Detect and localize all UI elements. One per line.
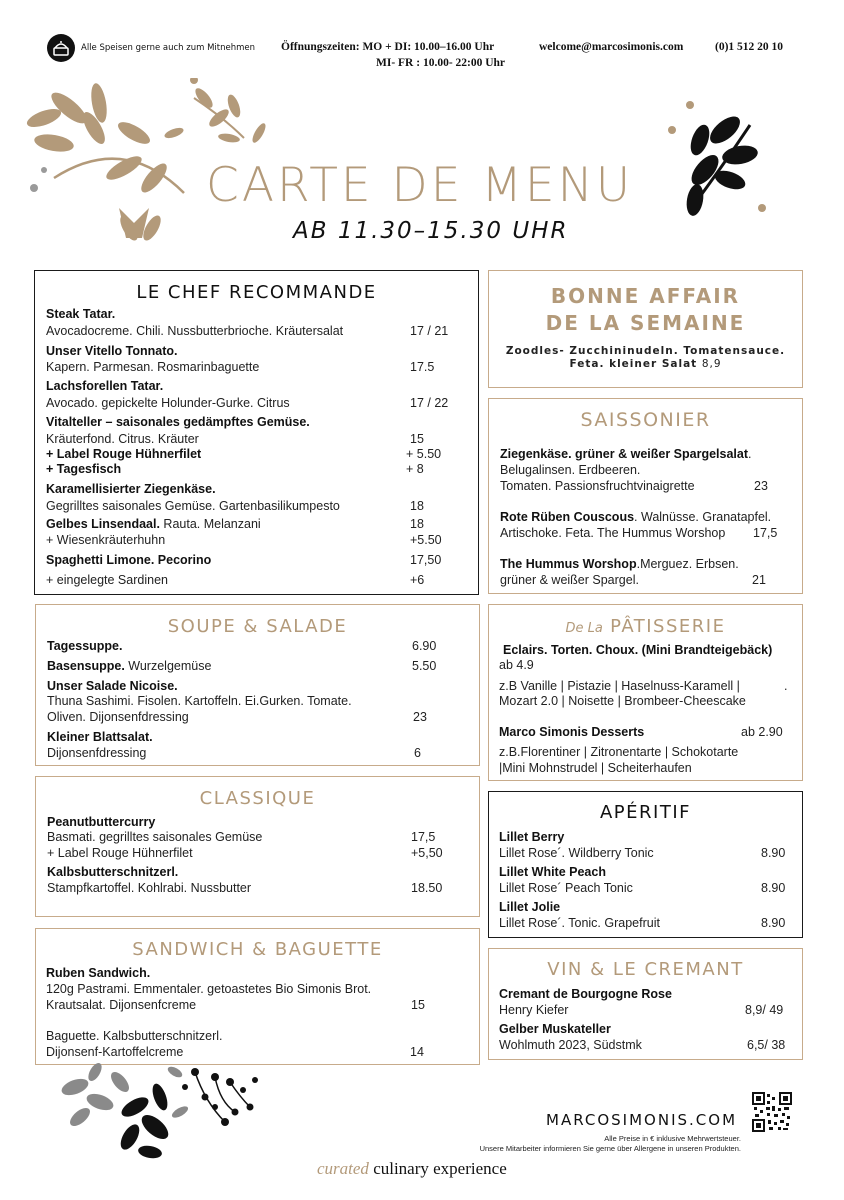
- menu-item-name: Lillet Berry: [499, 830, 565, 844]
- menu-title: CARTE DE MENU: [206, 158, 634, 213]
- section-title: CLASSIQUE: [199, 788, 316, 809]
- menu-item-name: Ruben Sandwich.: [46, 966, 151, 980]
- menu-item-price: 6.90: [412, 639, 437, 653]
- menu-item-desc: Kapern. Parmesan. Rosmarinbaguette: [46, 360, 260, 374]
- menu-item-desc: Henry Kiefer: [499, 1003, 569, 1017]
- menu-item-desc: Baguette. Kalbsbutterschnitzerl.: [46, 1029, 223, 1043]
- menu-item-price: 17,5: [411, 830, 436, 844]
- menu-item-name: Kleiner Blattsalat.: [47, 730, 153, 744]
- menu-item-name: Lachsforellen Tatar.: [46, 379, 164, 393]
- menu-item-price: 8.90: [761, 846, 786, 860]
- menu-item-desc: Gegrilltes saisonales Gemüse. Gartenbasilikumpesto: [46, 499, 340, 513]
- email-link[interactable]: welcome@marcosimonis.com: [539, 41, 684, 53]
- menu-item-price: 21: [752, 573, 766, 587]
- menu-item-desc: Dijonsenf-Kartoffelcreme: [46, 1045, 184, 1059]
- menu-item-name: Marco Simonis Desserts: [499, 725, 645, 739]
- menu-item-price: 23: [754, 479, 768, 493]
- menu-item-price: 15: [410, 432, 424, 446]
- menu-item-price: 5.50: [412, 659, 437, 673]
- section-title: BONNE AFFAIR: [550, 284, 741, 308]
- menu-item-extra: + Tagesfisch: [46, 462, 122, 476]
- menu-item-name: Tagessuppe.: [47, 639, 123, 653]
- menu-item-price: 18.50: [411, 881, 443, 895]
- menu-item-name: Basensuppe. Wurzelgemüse: [47, 659, 212, 673]
- menu-item-desc: grüner & weißer Spargel.: [500, 573, 639, 587]
- menu-item-price: 17 / 22: [410, 396, 449, 410]
- menu-item-name: Vitalteller – saisonales gedämpftes Gemüse.: [46, 415, 310, 429]
- phone-number[interactable]: (0)1 512 20 10: [715, 41, 784, 53]
- menu-item-desc: Wohlmuth 2023, Südstmk: [499, 1038, 642, 1052]
- menu-item-extra-price: + 5.50: [406, 447, 442, 461]
- menu-item-price: ab 4.9: [499, 658, 534, 672]
- menu-item-desc: Lillet Rose´ Peach Tonic: [499, 881, 633, 895]
- section-subtitle: DE LA SEMAINE: [545, 311, 746, 335]
- menu-item-extra: + Label Rouge Hühnerfilet: [47, 846, 193, 860]
- menu-item-name: Peanutbuttercurry: [47, 815, 156, 829]
- weekly-offer-line1: Zoodles- Zucchininudeln. Tomatensauce.: [505, 345, 786, 357]
- menu-item-price: 15: [411, 998, 425, 1012]
- menu-item-desc: Thuna Sashimi. Fisolen. Kartoffeln. Ei.Gurken. Tomate.: [47, 694, 352, 708]
- menu-item-name: Spaghetti Limone. Pecorino: [46, 553, 212, 567]
- menu-item-desc: z.B.Florentiner | Zitronentarte | Schokotarte: [499, 745, 739, 759]
- menu-item-price: 23: [413, 710, 427, 724]
- menu-item-desc: Artischoke. Feta. The Hummus Worshop: [500, 526, 726, 540]
- section-title: LE CHEF RECOMMANDE: [136, 282, 377, 303]
- black-leaves-decoration: [650, 100, 770, 220]
- menu-item-extra-price: +5,50: [411, 846, 443, 860]
- menu-item-price: 6: [414, 746, 421, 760]
- menu-item-price: 6,5/ 38: [747, 1038, 786, 1052]
- menu-item-dot: .: [784, 679, 788, 693]
- menu-item-desc: Avocado. gepickelte Holunder-Gurke. Citrus: [46, 396, 290, 410]
- takeaway-note: Alle Speisen gerne auch zum Mitnehmen: [81, 43, 256, 53]
- menu-item-name: Steak Tatar.: [46, 307, 116, 321]
- menu-item-price: 17,50: [410, 553, 442, 567]
- menu-item-desc: Lillet Rose´. Tonic. Grapefruit: [499, 916, 660, 930]
- menu-item-price: 14: [410, 1045, 424, 1059]
- tagline: curated culinary experience: [317, 1159, 507, 1178]
- price-note: Alle Preise in € inklusive Mehrwertsteuer.: [604, 1134, 741, 1143]
- menu-item-desc: Mozart 2.0 | Noisette | Brombeer-Cheescake: [499, 694, 746, 708]
- menu-item-name: Karamellisierter Ziegenkäse.: [46, 482, 216, 496]
- menu-item-desc: 120g Pastrami. Emmentaler. getoastetes Bio Simonis Brot.: [46, 982, 372, 996]
- menu-item-desc: Krautsalat. Dijonsenfcreme: [46, 998, 197, 1012]
- section-title: APÉRITIF: [599, 802, 691, 823]
- menu-item-price: 17.5: [410, 360, 435, 374]
- menu-item-name: Kalbsbutterschnitzerl.: [47, 865, 179, 879]
- menu-item-desc: Lillet Rose´. Wildberry Tonic: [499, 846, 654, 860]
- section-title: SANDWICH & BAGUETTE: [132, 939, 383, 960]
- section-title: SAISSONIER: [580, 409, 711, 431]
- qr-code-icon[interactable]: [752, 1092, 792, 1132]
- opening-hours-line2: MI- FR : 10.00- 22:00 Uhr: [376, 57, 506, 69]
- menu-item-desc: Avocadocreme. Chili. Nussbutterbrioche. Kräutersalat: [46, 324, 344, 338]
- menu-item-desc: Oliven. Dijonsenfdressing: [47, 710, 189, 724]
- bonne-affair-section: [488, 270, 803, 388]
- menu-item-name: Lillet Jolie: [499, 900, 561, 914]
- menu-item-name: Gelbes Linsendaal. Rauta. Melanzani: [46, 517, 261, 531]
- section-title: De La PÂTISSERIE: [565, 616, 726, 637]
- menu-item-name: Rote Rüben Couscous. Walnüsse. Granatapfel.: [500, 510, 772, 524]
- menu-item-desc: z.B Vanille | Pistazie | Haselnuss-Karamell |: [499, 679, 740, 693]
- takeaway-icon: [46, 33, 76, 63]
- menu-item-price: 17,5: [753, 526, 778, 540]
- menu-item-name: Gelber Muskateller: [499, 1022, 611, 1036]
- menu-item-desc: Kräuterfond. Citrus. Kräuter: [46, 432, 199, 446]
- weekly-offer-line2: Feta. kleiner Salat 8,9: [569, 358, 722, 370]
- bottom-leaves-decoration: [55, 1062, 265, 1162]
- section-title: SOUPE & SALADE: [167, 616, 348, 637]
- menu-item-desc: Belugalinsen. Erdbeeren.: [500, 463, 641, 477]
- website-link[interactable]: MARCOSIMONIS.COM: [546, 1111, 738, 1129]
- menu-item-price: 18: [410, 499, 424, 513]
- menu-item-desc: Tomaten. Passionsfruchtvinaigrette: [500, 479, 695, 493]
- menu-item-name: Unser Vitello Tonnato.: [46, 344, 178, 358]
- allergen-note: Unsere Mitarbeiter informieren Sie gerne über Allergene in unseren Produkten.: [479, 1144, 741, 1153]
- menu-item-extra-price: + 8: [406, 462, 424, 476]
- menu-item-desc: + eingelegte Sardinen: [46, 573, 168, 587]
- menu-item-name: Eclairs. Torten. Choux. (Mini Brandteigebäck): [503, 643, 773, 657]
- menu-item-desc: Stampfkartoffel. Kohlrabi. Nussbutter: [47, 881, 252, 895]
- menu-item-name: Unser Salade Nicoise.: [47, 679, 178, 693]
- menu-item-price: 8.90: [761, 916, 786, 930]
- menu-subtitle: AB 11.30–15.30 UHR: [293, 218, 569, 244]
- menu-item-name: The Hummus Worshop.Merguez. Erbsen.: [500, 557, 739, 571]
- menu-item-price: 18: [410, 517, 424, 531]
- menu-item-price: 8,9/ 49: [745, 1003, 784, 1017]
- menu-item-desc: Dijonsenfdressing: [47, 746, 147, 760]
- menu-item-name: Ziegenkäse. grüner & weißer Spargelsalat.: [500, 447, 752, 461]
- menu-item-price: 17 / 21: [410, 324, 449, 338]
- menu-item-extra-price: +5.50: [410, 533, 442, 547]
- menu-item-price: ab 2.90: [741, 725, 783, 739]
- menu-item-desc: + Wiesenkräuterhuhn: [46, 533, 166, 547]
- menu-item-name: Cremant de Bourgogne Rose: [499, 987, 672, 1001]
- menu-item-extra: + Label Rouge Hühnerfilet: [46, 447, 202, 461]
- section-title: VIN & LE CREMANT: [547, 959, 744, 980]
- opening-hours-line1: Öffnungszeiten: MO + DI: 10.00–16.00 Uhr: [281, 41, 495, 53]
- menu-item-desc: Basmati. gegrilltes saisonales Gemüse: [47, 830, 263, 844]
- menu-item-desc: |Mini Mohnstrudel | Scheiterhaufen: [499, 761, 692, 775]
- menu-item-price: 8.90: [761, 881, 786, 895]
- menu-item-name: Lillet White Peach: [499, 865, 606, 879]
- menu-item-extra-price: +6: [410, 573, 425, 587]
